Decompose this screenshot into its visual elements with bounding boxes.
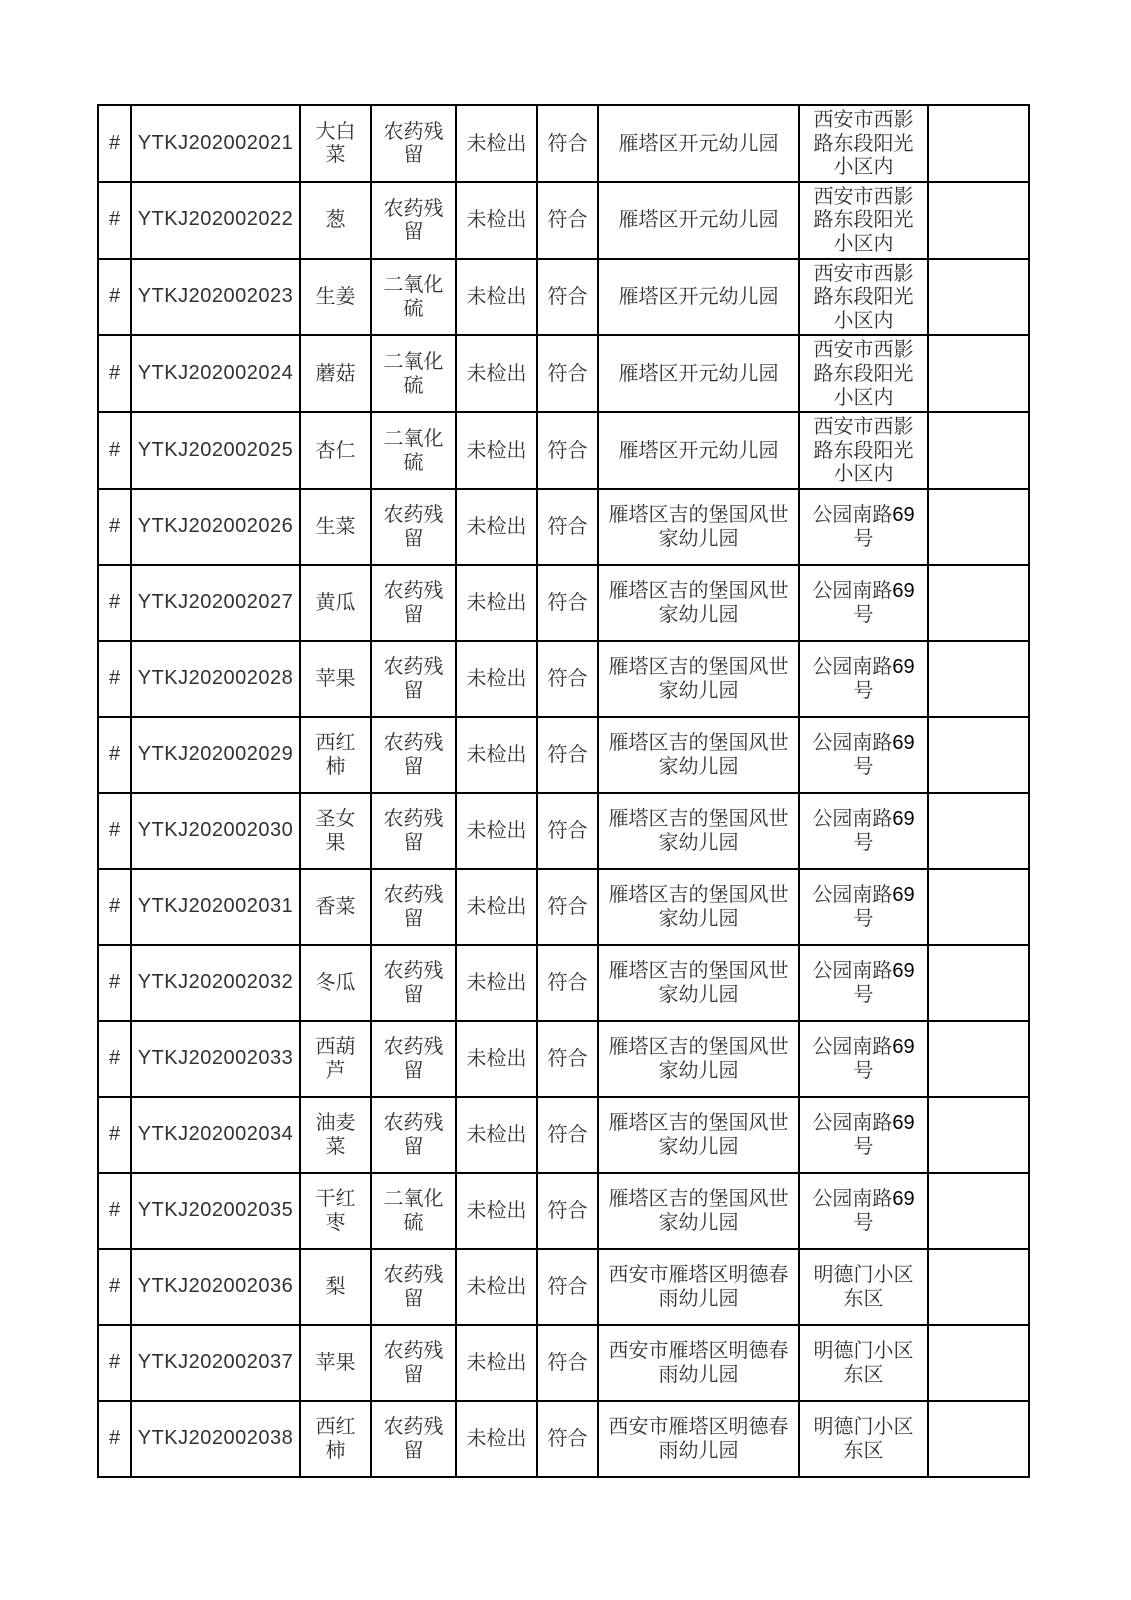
table-row [98,335,1029,412]
result-cell: 未检出 [456,1249,537,1325]
result-cell: 未检出 [456,1325,537,1401]
address-cell: 公园南路69号 [799,1173,928,1249]
note-cell [928,1173,1029,1249]
address-cell: 公园南路69号 [799,1021,928,1097]
conclusion-cell: 符合 [537,182,598,259]
conclusion-cell: 符合 [537,105,598,182]
numeric-text: 69 [892,959,915,982]
test-item-cell: 二氧化硫 [371,335,456,412]
row-number-cell: # [98,182,131,259]
sample-id-cell: YTKJ202002025 [131,412,300,489]
sample-id-cell: YTKJ202002031 [131,869,300,945]
numeric-text: 69 [892,731,915,754]
sample-name-cell: 杏仁 [300,412,371,489]
conclusion-cell: 符合 [537,412,598,489]
sample-id-cell: YTKJ202002021 [131,105,300,182]
table-row [98,1097,1029,1173]
sample-id-cell: YTKJ202002029 [131,717,300,793]
address-cell: 公园南路69号 [799,641,928,717]
note-cell [928,793,1029,869]
test-item-cell: 农药残留 [371,565,456,641]
row-number-cell: # [98,1249,131,1325]
row-number-cell: # [98,869,131,945]
table-row [98,1325,1029,1401]
note-cell [928,335,1029,412]
numeric-text: 69 [892,1111,915,1134]
row-number-cell: # [98,1325,131,1401]
sample-id-cell: YTKJ202002037 [131,1325,300,1401]
sample-name-cell: 干红枣 [300,1173,371,1249]
row-number-cell: # [98,717,131,793]
result-cell: 未检出 [456,945,537,1021]
address-cell: 公园南路69号 [799,1097,928,1173]
row-number-cell: # [98,1097,131,1173]
result-cell: 未检出 [456,869,537,945]
sampling-results-table [97,104,1030,1478]
sampled-unit-cell: 雁塔区吉的堡国风世家幼儿园 [598,717,799,793]
sampled-unit-cell: 雁塔区吉的堡国风世家幼儿园 [598,1097,799,1173]
note-cell [928,489,1029,565]
test-item-cell: 农药残留 [371,1097,456,1173]
test-item-cell: 农药残留 [371,1401,456,1477]
note-cell [928,869,1029,945]
address-cell: 西安市西影路东段阳光小区内 [799,259,928,336]
conclusion-cell: 符合 [537,1249,598,1325]
result-cell: 未检出 [456,565,537,641]
address-cell: 公园南路69号 [799,489,928,565]
result-cell: 未检出 [456,105,537,182]
note-cell [928,1325,1029,1401]
address-cell: 西安市西影路东段阳光小区内 [799,335,928,412]
address-cell: 西安市西影路东段阳光小区内 [799,105,928,182]
result-cell: 未检出 [456,489,537,565]
conclusion-cell: 符合 [537,489,598,565]
numeric-text: 69 [892,883,915,906]
sample-id-cell: YTKJ202002027 [131,565,300,641]
sampled-unit-cell: 雁塔区吉的堡国风世家幼儿园 [598,1021,799,1097]
note-cell [928,717,1029,793]
sample-name-cell: 苹果 [300,1325,371,1401]
test-item-cell: 二氧化硫 [371,259,456,336]
table-row [98,1173,1029,1249]
note-cell [928,412,1029,489]
table-row [98,105,1029,182]
sampled-unit-cell: 雁塔区吉的堡国风世家幼儿园 [598,869,799,945]
sample-name-cell: 生姜 [300,259,371,336]
result-cell: 未检出 [456,1173,537,1249]
test-item-cell: 农药残留 [371,1021,456,1097]
address-cell: 公园南路69号 [799,565,928,641]
note-cell [928,1401,1029,1477]
test-item-cell: 农药残留 [371,489,456,565]
test-item-cell: 农药残留 [371,641,456,717]
result-cell: 未检出 [456,717,537,793]
sample-name-cell: 黄瓜 [300,565,371,641]
conclusion-cell: 符合 [537,1021,598,1097]
note-cell [928,565,1029,641]
conclusion-cell: 符合 [537,945,598,1021]
row-number-cell: # [98,565,131,641]
test-item-cell: 农药残留 [371,1325,456,1401]
row-number-cell: # [98,489,131,565]
numeric-text: 69 [892,579,915,602]
address-cell: 明德门小区东区 [799,1401,928,1477]
result-cell: 未检出 [456,1021,537,1097]
sampled-unit-cell: 雁塔区开元幼儿园 [598,412,799,489]
numeric-text: 69 [892,655,915,678]
row-number-cell: # [98,335,131,412]
sampled-unit-cell: 雁塔区吉的堡国风世家幼儿园 [598,641,799,717]
sample-name-cell: 圣女果 [300,793,371,869]
sample-name-cell: 大白菜 [300,105,371,182]
sample-id-cell: YTKJ202002022 [131,182,300,259]
sampled-unit-cell: 雁塔区吉的堡国风世家幼儿园 [598,793,799,869]
result-cell: 未检出 [456,259,537,336]
result-cell: 未检出 [456,793,537,869]
test-item-cell: 二氧化硫 [371,1173,456,1249]
row-number-cell: # [98,945,131,1021]
sample-name-cell: 蘑菇 [300,335,371,412]
conclusion-cell: 符合 [537,565,598,641]
note-cell [928,182,1029,259]
numeric-text: 69 [892,1187,915,1210]
sample-name-cell: 西葫芦 [300,1021,371,1097]
table-row [98,182,1029,259]
sampled-unit-cell: 雁塔区吉的堡国风世家幼儿园 [598,565,799,641]
sampled-unit-cell: 雁塔区开元幼儿园 [598,182,799,259]
sample-id-cell: YTKJ202002026 [131,489,300,565]
sample-name-cell: 生菜 [300,489,371,565]
table-row [98,1401,1029,1477]
numeric-text: 69 [892,1035,915,1058]
sample-id-cell: YTKJ202002028 [131,641,300,717]
test-item-cell: 农药残留 [371,869,456,945]
conclusion-cell: 符合 [537,1173,598,1249]
sample-name-cell: 西红柿 [300,717,371,793]
table-row [98,717,1029,793]
sample-id-cell: YTKJ202002030 [131,793,300,869]
sampled-unit-cell: 雁塔区吉的堡国风世家幼儿园 [598,945,799,1021]
result-cell: 未检出 [456,1401,537,1477]
note-cell [928,641,1029,717]
test-item-cell: 农药残留 [371,717,456,793]
conclusion-cell: 符合 [537,1325,598,1401]
table-row [98,259,1029,336]
address-cell: 公园南路69号 [799,793,928,869]
conclusion-cell: 符合 [537,793,598,869]
table-row [98,1021,1029,1097]
sample-name-cell: 冬瓜 [300,945,371,1021]
row-number-cell: # [98,105,131,182]
row-number-cell: # [98,641,131,717]
sampled-unit-cell: 雁塔区吉的堡国风世家幼儿园 [598,489,799,565]
test-item-cell: 农药残留 [371,182,456,259]
table-row [98,793,1029,869]
row-number-cell: # [98,412,131,489]
table-row [98,1249,1029,1325]
sampled-unit-cell: 雁塔区开元幼儿园 [598,259,799,336]
address-cell: 公园南路69号 [799,945,928,1021]
sample-id-cell: YTKJ202002034 [131,1097,300,1173]
table-row [98,489,1029,565]
test-item-cell: 二氧化硫 [371,412,456,489]
sampled-unit-cell: 雁塔区开元幼儿园 [598,105,799,182]
address-cell: 西安市西影路东段阳光小区内 [799,182,928,259]
row-number-cell: # [98,1401,131,1477]
test-item-cell: 农药残留 [371,945,456,1021]
sample-name-cell: 梨 [300,1249,371,1325]
address-cell: 西安市西影路东段阳光小区内 [799,412,928,489]
sample-name-cell: 香菜 [300,869,371,945]
test-item-cell: 农药残留 [371,1249,456,1325]
address-cell: 公园南路69号 [799,717,928,793]
sampled-unit-cell: 西安市雁塔区明德春雨幼儿园 [598,1249,799,1325]
conclusion-cell: 符合 [537,717,598,793]
conclusion-cell: 符合 [537,259,598,336]
conclusion-cell: 符合 [537,641,598,717]
row-number-cell: # [98,1173,131,1249]
sample-id-cell: YTKJ202002035 [131,1173,300,1249]
table-row [98,641,1029,717]
numeric-text: 69 [892,807,915,830]
table-row [98,565,1029,641]
result-cell: 未检出 [456,1097,537,1173]
sampled-unit-cell: 西安市雁塔区明德春雨幼儿园 [598,1401,799,1477]
note-cell [928,945,1029,1021]
sample-id-cell: YTKJ202002024 [131,335,300,412]
test-item-cell: 农药残留 [371,105,456,182]
conclusion-cell: 符合 [537,1401,598,1477]
table-body [98,105,1029,1477]
address-cell: 公园南路69号 [799,869,928,945]
sample-id-cell: YTKJ202002038 [131,1401,300,1477]
sampled-unit-cell: 西安市雁塔区明德春雨幼儿园 [598,1325,799,1401]
sampled-unit-cell: 雁塔区吉的堡国风世家幼儿园 [598,1173,799,1249]
note-cell [928,1249,1029,1325]
conclusion-cell: 符合 [537,335,598,412]
sample-id-cell: YTKJ202002023 [131,259,300,336]
sampled-unit-cell: 雁塔区开元幼儿园 [598,335,799,412]
result-cell: 未检出 [456,335,537,412]
sample-name-cell: 油麦菜 [300,1097,371,1173]
conclusion-cell: 符合 [537,869,598,945]
row-number-cell: # [98,1021,131,1097]
conclusion-cell: 符合 [537,1097,598,1173]
sample-name-cell: 葱 [300,182,371,259]
sample-id-cell: YTKJ202002032 [131,945,300,1021]
sample-name-cell: 苹果 [300,641,371,717]
table-row [98,412,1029,489]
numeric-text: 69 [892,503,915,526]
note-cell [928,1021,1029,1097]
table-row [98,869,1029,945]
sample-name-cell: 西红柿 [300,1401,371,1477]
test-item-cell: 农药残留 [371,793,456,869]
result-cell: 未检出 [456,182,537,259]
row-number-cell: # [98,793,131,869]
address-cell: 明德门小区东区 [799,1325,928,1401]
table-row [98,945,1029,1021]
note-cell [928,105,1029,182]
note-cell [928,259,1029,336]
result-cell: 未检出 [456,412,537,489]
note-cell [928,1097,1029,1173]
result-cell: 未检出 [456,641,537,717]
address-cell: 明德门小区东区 [799,1249,928,1325]
sample-id-cell: YTKJ202002036 [131,1249,300,1325]
sample-id-cell: YTKJ202002033 [131,1021,300,1097]
row-number-cell: # [98,259,131,336]
